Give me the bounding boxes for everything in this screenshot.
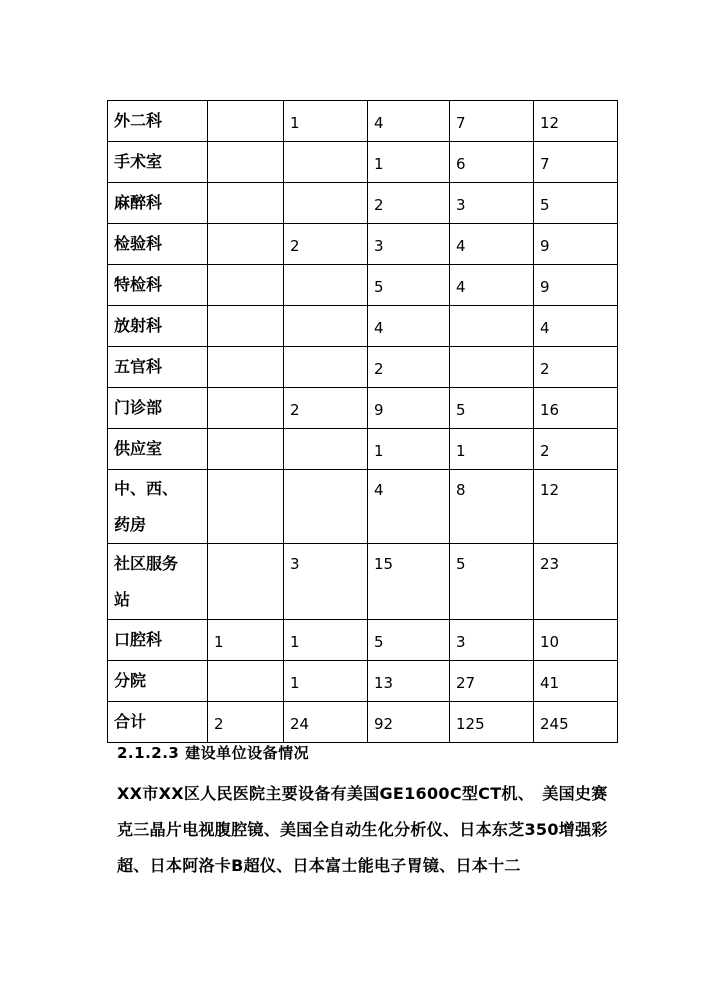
count-cell-c4: 27: [450, 661, 534, 702]
table-row: [108, 306, 618, 347]
count-cell-c1: [208, 224, 284, 265]
count-cell-c2: 1: [284, 620, 368, 661]
count-cell-c1: [208, 470, 284, 544]
count-cell-c5: 16: [534, 388, 618, 429]
table-row: [108, 101, 618, 142]
count-cell-c4: 1: [450, 429, 534, 470]
count-cell-c3: 5: [368, 265, 450, 306]
dept-cell: [108, 470, 208, 544]
count-cell-c2: [284, 183, 368, 224]
table-row: [108, 620, 618, 661]
count-cell-c4: 8: [450, 470, 534, 544]
table-row: [108, 429, 618, 470]
count-cell-c1: 2: [208, 702, 284, 743]
count-cell-c3: 4: [368, 470, 450, 544]
table-row: [108, 470, 618, 544]
count-cell-c2: 1: [284, 661, 368, 702]
table-row: [108, 265, 618, 306]
table-row: [108, 183, 618, 224]
count-cell-c2: [284, 429, 368, 470]
count-cell-c5: 23: [534, 544, 618, 620]
dept-line-1: 中、西、: [114, 478, 179, 498]
count-cell-c2: [284, 142, 368, 183]
table-row: [108, 702, 618, 743]
count-cell-c2: [284, 306, 368, 347]
count-cell-c5: 41: [534, 661, 618, 702]
count-cell-c4: 5: [450, 388, 534, 429]
count-cell-c5: 12: [534, 470, 618, 544]
dept-cell: 口腔科: [108, 620, 208, 661]
dept-cell: 供应室: [108, 429, 208, 470]
count-cell-c3: 1: [368, 142, 450, 183]
dept-cell: 特检科: [108, 265, 208, 306]
table-row: [108, 388, 618, 429]
count-cell-c2: 2: [284, 224, 368, 265]
count-cell-c5: 9: [534, 265, 618, 306]
count-cell-c2: 2: [284, 388, 368, 429]
table-row: [108, 661, 618, 702]
count-cell-c5: 2: [534, 347, 618, 388]
count-cell-c1: [208, 661, 284, 702]
dept-cell: 手术室: [108, 142, 208, 183]
count-cell-c1: 1: [208, 620, 284, 661]
staff-table-body: [108, 101, 618, 743]
count-cell-c3: 3: [368, 224, 450, 265]
staff-table: [107, 100, 618, 743]
table-row: [108, 347, 618, 388]
count-cell-c3: 9: [368, 388, 450, 429]
count-cell-c3: 5: [368, 620, 450, 661]
count-cell-c5: 2: [534, 429, 618, 470]
dept-cell: [108, 544, 208, 620]
count-cell-c2: [284, 347, 368, 388]
count-cell-c2: 1: [284, 101, 368, 142]
count-cell-c4: 4: [450, 224, 534, 265]
count-cell-c5: 9: [534, 224, 618, 265]
count-cell-c4: [450, 306, 534, 347]
count-cell-c3: 2: [368, 183, 450, 224]
count-cell-c4: 125: [450, 702, 534, 743]
count-cell-c3: 4: [368, 101, 450, 142]
count-cell-c1: [208, 142, 284, 183]
dept-cell: 放射科: [108, 306, 208, 347]
count-cell-c5: 5: [534, 183, 618, 224]
count-cell-c4: 7: [450, 101, 534, 142]
dept-line-1: 社区服务: [114, 553, 179, 573]
count-cell-c4: 3: [450, 620, 534, 661]
count-cell-c1: [208, 429, 284, 470]
count-cell-c1: [208, 183, 284, 224]
count-cell-c4: 4: [450, 265, 534, 306]
count-cell-c3: 15: [368, 544, 450, 620]
count-cell-c1: [208, 544, 284, 620]
dept-cell: 麻醉科: [108, 183, 208, 224]
count-cell-c3: 4: [368, 306, 450, 347]
count-cell-c2: 24: [284, 702, 368, 743]
count-cell-c4: 3: [450, 183, 534, 224]
count-cell-c3: 13: [368, 661, 450, 702]
count-cell-c3: 1: [368, 429, 450, 470]
dept-line-2: 药房: [114, 514, 147, 534]
count-cell-c5: 12: [534, 101, 618, 142]
count-cell-c4: 6: [450, 142, 534, 183]
count-cell-c2: [284, 470, 368, 544]
dept-cell: 检验科: [108, 224, 208, 265]
count-cell-c5: 10: [534, 620, 618, 661]
table-row: [108, 142, 618, 183]
dept-cell: 分院: [108, 661, 208, 702]
count-cell-c3: 2: [368, 347, 450, 388]
dept-cell: 五官科: [108, 347, 208, 388]
count-cell-c1: [208, 265, 284, 306]
dept-line-2: 站: [114, 589, 131, 609]
count-cell-c5: 4: [534, 306, 618, 347]
count-cell-c4: [450, 347, 534, 388]
count-cell-c4: 5: [450, 544, 534, 620]
table-row: [108, 224, 618, 265]
dept-cell: 外二科: [108, 101, 208, 142]
count-cell-c1: [208, 101, 284, 142]
dept-cell: 合计: [108, 702, 208, 743]
count-cell-c3: 92: [368, 702, 450, 743]
count-cell-c5: 7: [534, 142, 618, 183]
count-cell-c1: [208, 388, 284, 429]
section-heading: 2.1.2.3 建设单位设备情况: [117, 744, 310, 762]
count-cell-c2: [284, 265, 368, 306]
section-body: XX市XX区人民医院主要设备有美国GE1600C型CT机、 美国史赛克三晶片电视腹腔镜、美国全自动生化分析仪、日本东芝350增强彩超、日本阿洛卡B超仪、日本富士能电子胃镜、日本十二: [117, 784, 608, 875]
count-cell-c2: 3: [284, 544, 368, 620]
table-row: [108, 544, 618, 620]
count-cell-c1: [208, 306, 284, 347]
dept-cell: 门诊部: [108, 388, 208, 429]
count-cell-c1: [208, 347, 284, 388]
count-cell-c5: 245: [534, 702, 618, 743]
